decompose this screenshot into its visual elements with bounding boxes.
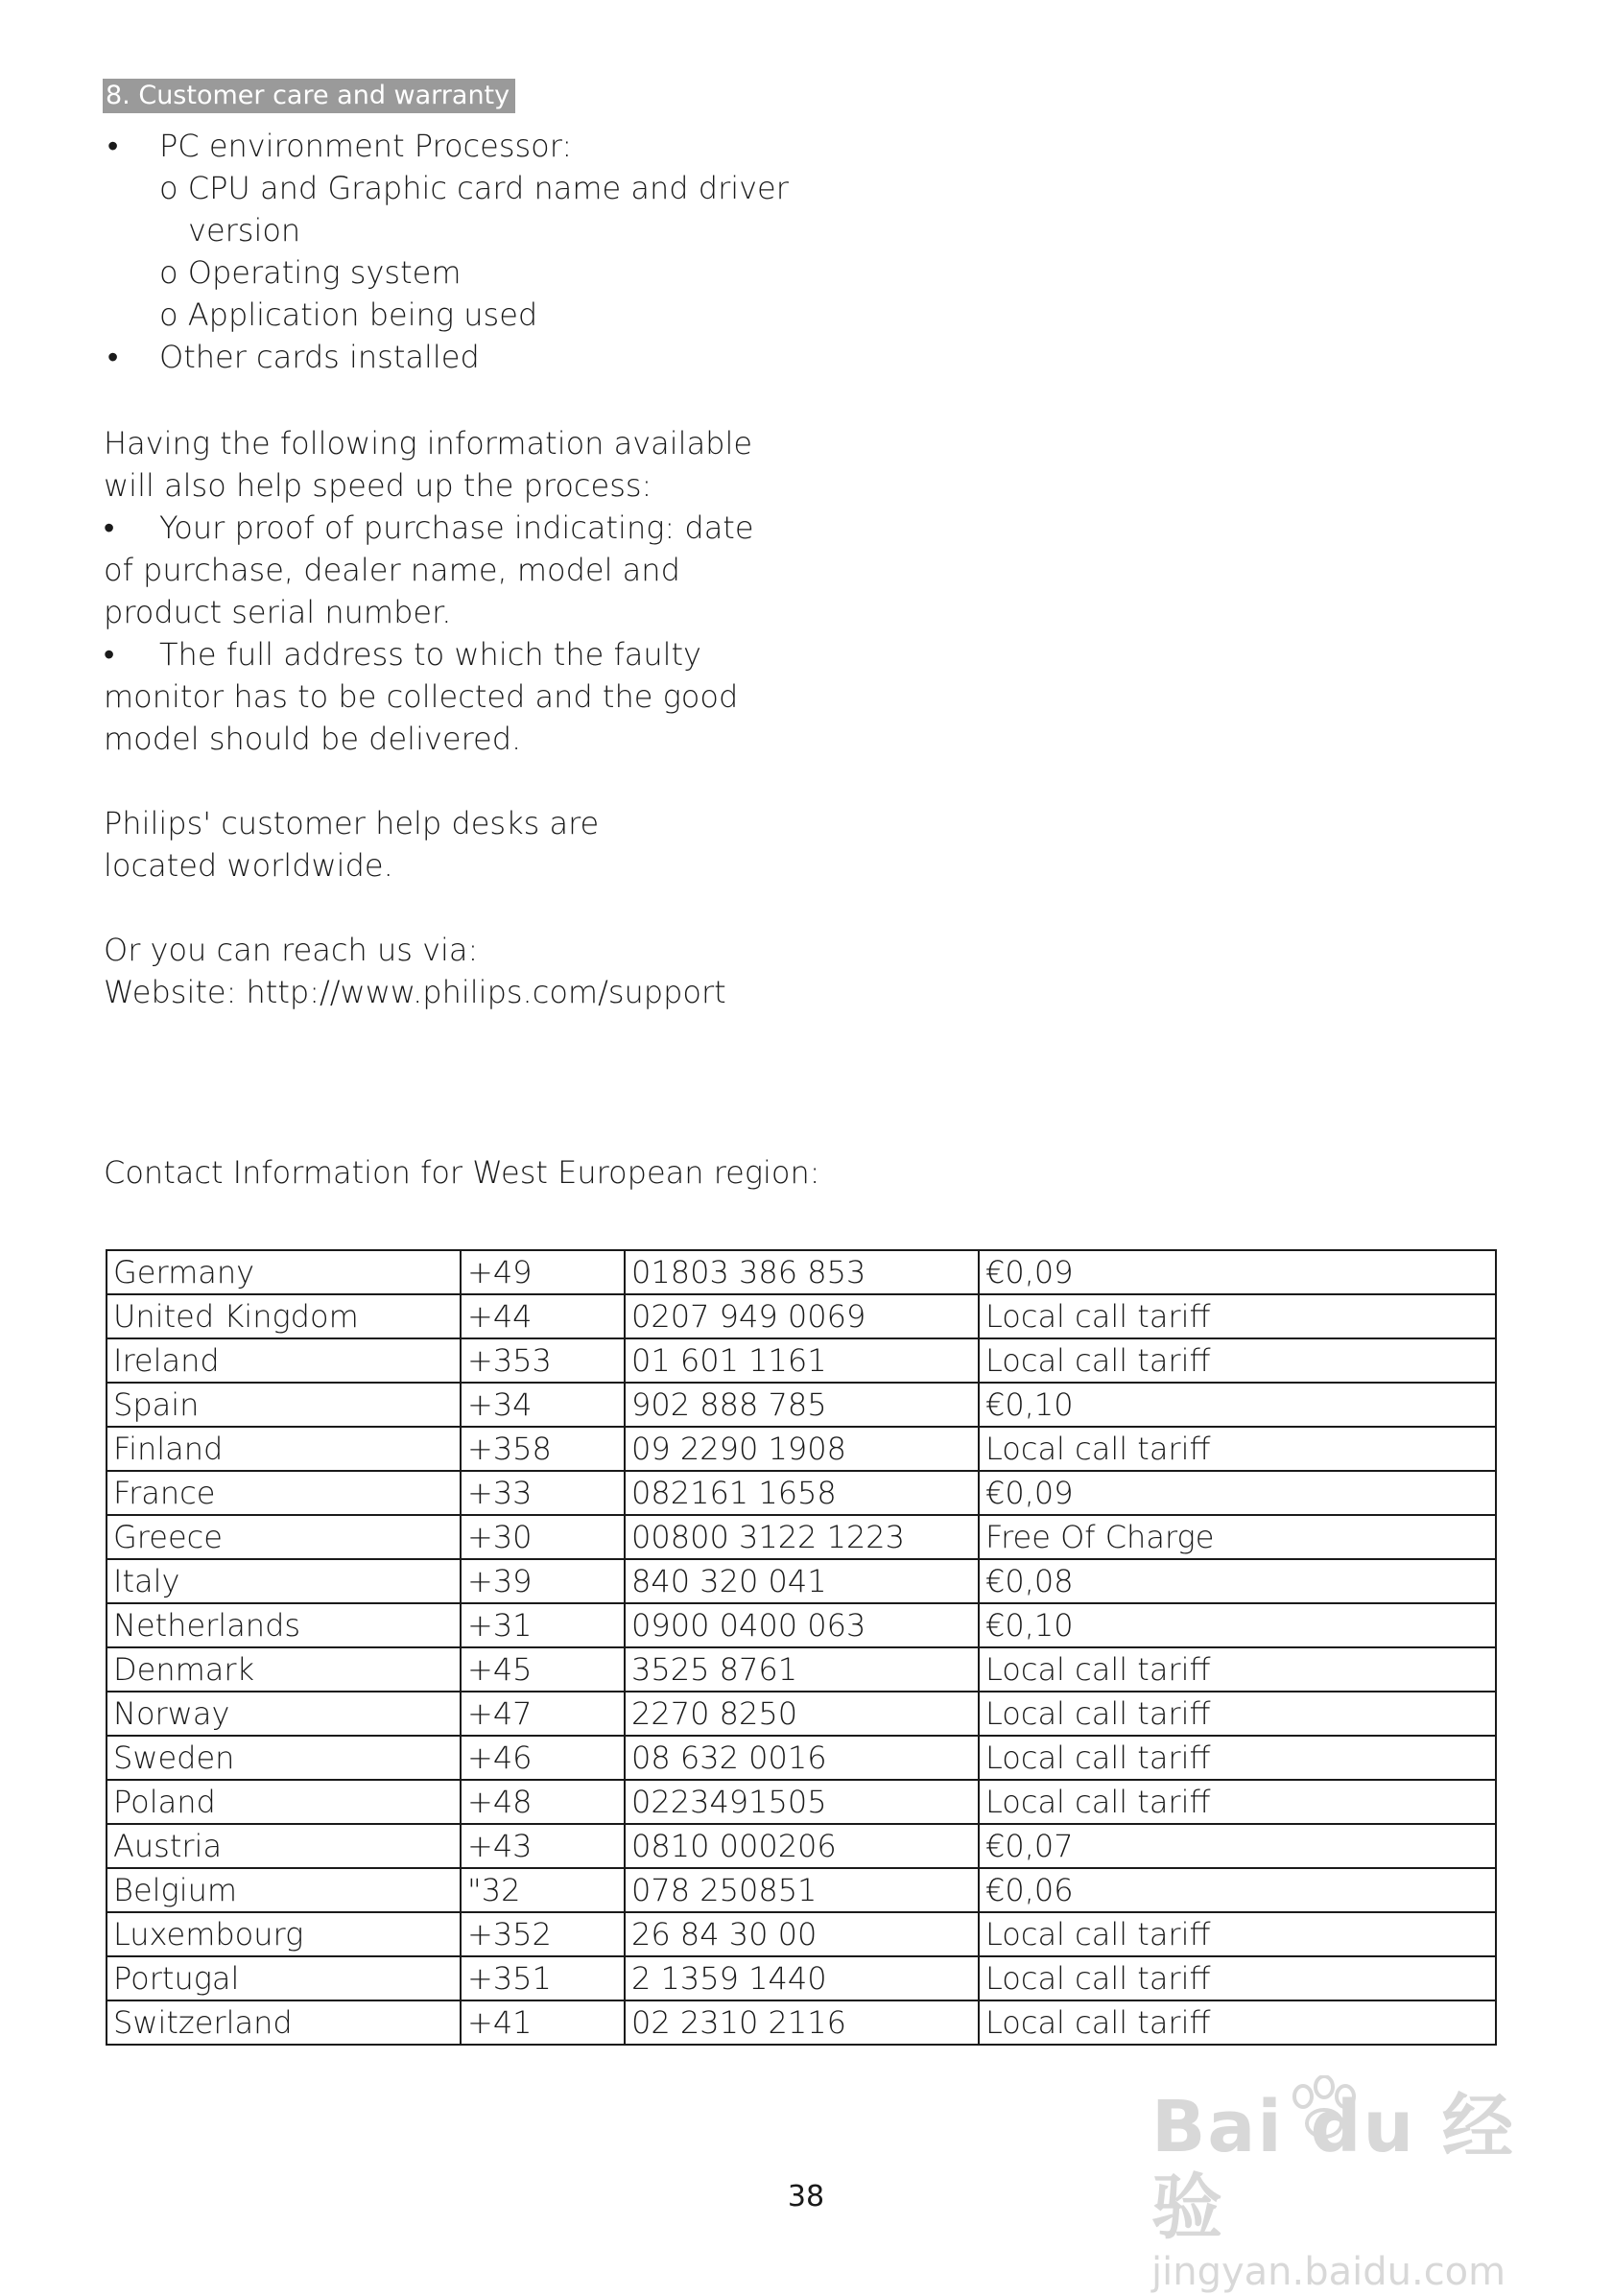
call-tariff-cell: Free Of Charge bbox=[979, 1515, 1496, 1559]
phone-number-cell: 09 2290 1908 bbox=[625, 1427, 979, 1471]
help-desk-paragraph: Philips' customer help desks are located worldwide. bbox=[104, 805, 600, 884]
watermark bbox=[1151, 2086, 1535, 2294]
call-tariff-cell: Local call tariff bbox=[979, 1294, 1496, 1338]
country-code-cell: +47 bbox=[461, 1692, 625, 1736]
table-row bbox=[107, 1824, 1496, 1868]
table-row bbox=[107, 1692, 1496, 1736]
table-row bbox=[107, 1338, 1496, 1383]
call-tariff-cell: €0,08 bbox=[979, 1559, 1496, 1603]
country-code-cell: +33 bbox=[461, 1471, 625, 1515]
reach-us-text: Or you can reach us via: bbox=[104, 932, 479, 968]
table-row bbox=[107, 1427, 1496, 1471]
country-code-cell: +358 bbox=[461, 1427, 625, 1471]
call-tariff-cell: Local call tariff bbox=[979, 1647, 1496, 1692]
sub-item: o CPU and Graphic card name and driver version bbox=[159, 170, 789, 249]
list-item bbox=[104, 336, 833, 378]
table-row bbox=[107, 1383, 1496, 1427]
call-tariff-cell: Local call tariff bbox=[979, 2000, 1496, 2045]
list-item bbox=[104, 125, 833, 167]
call-tariff-cell: Local call tariff bbox=[979, 1780, 1496, 1824]
bullet-paragraph bbox=[104, 507, 775, 633]
phone-number-cell: 082161 1658 bbox=[625, 1471, 979, 1515]
table-row bbox=[107, 1515, 1496, 1559]
call-tariff-cell: Local call tariff bbox=[979, 1427, 1496, 1471]
country-code-cell: +351 bbox=[461, 1956, 625, 2000]
bullet-icon: • bbox=[107, 128, 119, 164]
country-code-cell: +353 bbox=[461, 1338, 625, 1383]
country-code-cell: +30 bbox=[461, 1515, 625, 1559]
phone-number-cell: 2 1359 1440 bbox=[625, 1956, 979, 2000]
phone-number-cell: 08 632 0016 bbox=[625, 1736, 979, 1780]
call-tariff-cell: €0,09 bbox=[979, 1471, 1496, 1515]
phone-number-cell: 3525 8761 bbox=[625, 1647, 979, 1692]
reach-us-block bbox=[104, 929, 833, 1013]
call-tariff-cell: €0,10 bbox=[979, 1383, 1496, 1427]
country-code-cell: +46 bbox=[461, 1736, 625, 1780]
country-code-cell: +352 bbox=[461, 1912, 625, 1956]
sub-item: o Application being used bbox=[159, 296, 538, 333]
country-code-cell: +34 bbox=[461, 1383, 625, 1427]
bullet-paragraph-text: Your proof of purchase indicating: date of purchase, dealer name, model and product serial number. bbox=[104, 509, 754, 630]
country-cell: Luxembourg bbox=[107, 1912, 461, 1956]
table-row bbox=[107, 1603, 1496, 1647]
country-cell: Poland bbox=[107, 1780, 461, 1824]
phone-number-cell: 0810 000206 bbox=[625, 1824, 979, 1868]
call-tariff-cell: Local call tariff bbox=[979, 1692, 1496, 1736]
country-cell: Portugal bbox=[107, 1956, 461, 2000]
paw-icon bbox=[1286, 2075, 1363, 2142]
sub-item: o Operating system bbox=[159, 254, 462, 291]
section-header: 8. Customer care and warranty bbox=[103, 79, 515, 113]
country-cell: Spain bbox=[107, 1383, 461, 1427]
country-code-cell: +49 bbox=[461, 1250, 625, 1294]
country-code-cell: +31 bbox=[461, 1603, 625, 1647]
call-tariff-cell: €0,10 bbox=[979, 1603, 1496, 1647]
country-cell: Austria bbox=[107, 1824, 461, 1868]
table-row bbox=[107, 1559, 1496, 1603]
table-row bbox=[107, 2000, 1496, 2045]
phone-number-cell: 0223491505 bbox=[625, 1780, 979, 1824]
bullet-paragraph-text: The full address to which the faulty monitor has to be collected and the good model should be delivered. bbox=[104, 636, 739, 757]
call-tariff-cell: €0,09 bbox=[979, 1250, 1496, 1294]
phone-number-cell: 26 84 30 00 bbox=[625, 1912, 979, 1956]
table-row bbox=[107, 1956, 1496, 2000]
phone-number-cell: 00800 3122 1223 bbox=[625, 1515, 979, 1559]
watermark-logo: Bai du 经验 bbox=[1151, 2086, 1515, 2249]
country-cell: Greece bbox=[107, 1515, 461, 1559]
country-cell: Switzerland bbox=[107, 2000, 461, 2045]
info-block bbox=[104, 422, 775, 760]
call-tariff-cell: €0,06 bbox=[979, 1868, 1496, 1912]
bullet-icon: • bbox=[104, 636, 115, 673]
country-cell: Germany bbox=[107, 1250, 461, 1294]
country-cell: Netherlands bbox=[107, 1603, 461, 1647]
table-row bbox=[107, 1471, 1496, 1515]
phone-number-cell: 078 250851 bbox=[625, 1868, 979, 1912]
watermark-url: jingyan.baidu.com bbox=[1151, 2250, 1506, 2294]
call-tariff-cell: €0,07 bbox=[979, 1824, 1496, 1868]
table-row bbox=[107, 1647, 1496, 1692]
country-cell: United Kingdom bbox=[107, 1294, 461, 1338]
table-row bbox=[107, 1912, 1496, 1956]
contact-heading: Contact Information for West European region: bbox=[104, 1154, 820, 1191]
country-code-cell: "32 bbox=[461, 1868, 625, 1912]
table-row bbox=[107, 1780, 1496, 1824]
website-link[interactable]: Website: http://www.philips.com/support bbox=[104, 974, 726, 1010]
list-item-text: PC environment Processor: bbox=[159, 128, 573, 164]
country-cell: Finland bbox=[107, 1427, 461, 1471]
country-cell: Ireland bbox=[107, 1338, 461, 1383]
country-code-cell: +39 bbox=[461, 1559, 625, 1603]
phone-number-cell: 840 320 041 bbox=[625, 1559, 979, 1603]
page-number: 38 bbox=[787, 2180, 825, 2213]
country-code-cell: +41 bbox=[461, 2000, 625, 2045]
requirements-list bbox=[104, 125, 833, 378]
phone-number-cell: 01 601 1161 bbox=[625, 1338, 979, 1383]
phone-number-cell: 01803 386 853 bbox=[625, 1250, 979, 1294]
country-code-cell: +48 bbox=[461, 1780, 625, 1824]
country-cell: Sweden bbox=[107, 1736, 461, 1780]
table-row bbox=[107, 1250, 1496, 1294]
country-cell: Italy bbox=[107, 1559, 461, 1603]
phone-number-cell: 2270 8250 bbox=[625, 1692, 979, 1736]
country-code-cell: +45 bbox=[461, 1647, 625, 1692]
phone-number-cell: 0900 0400 063 bbox=[625, 1603, 979, 1647]
bullet-paragraph bbox=[104, 633, 775, 760]
call-tariff-cell: Local call tariff bbox=[979, 1338, 1496, 1383]
country-cell: Belgium bbox=[107, 1868, 461, 1912]
country-code-cell: +44 bbox=[461, 1294, 625, 1338]
call-tariff-cell: Local call tariff bbox=[979, 1956, 1496, 2000]
paragraph: Having the following information available will also help speed up the process: bbox=[104, 425, 753, 504]
phone-number-cell: 0207 949 0069 bbox=[625, 1294, 979, 1338]
contact-table bbox=[106, 1249, 1497, 2046]
table-row bbox=[107, 1868, 1496, 1912]
country-cell: Denmark bbox=[107, 1647, 461, 1692]
country-cell: France bbox=[107, 1471, 461, 1515]
country-code-cell: +43 bbox=[461, 1824, 625, 1868]
phone-number-cell: 902 888 785 bbox=[625, 1383, 979, 1427]
phone-number-cell: 02 2310 2116 bbox=[625, 2000, 979, 2045]
call-tariff-cell: Local call tariff bbox=[979, 1736, 1496, 1780]
table-row bbox=[107, 1736, 1496, 1780]
list-item-text: Other cards installed bbox=[159, 339, 480, 375]
call-tariff-cell: Local call tariff bbox=[979, 1912, 1496, 1956]
country-cell: Norway bbox=[107, 1692, 461, 1736]
bullet-icon: • bbox=[104, 509, 115, 546]
table-row bbox=[107, 1294, 1496, 1338]
bullet-icon: • bbox=[107, 339, 119, 375]
